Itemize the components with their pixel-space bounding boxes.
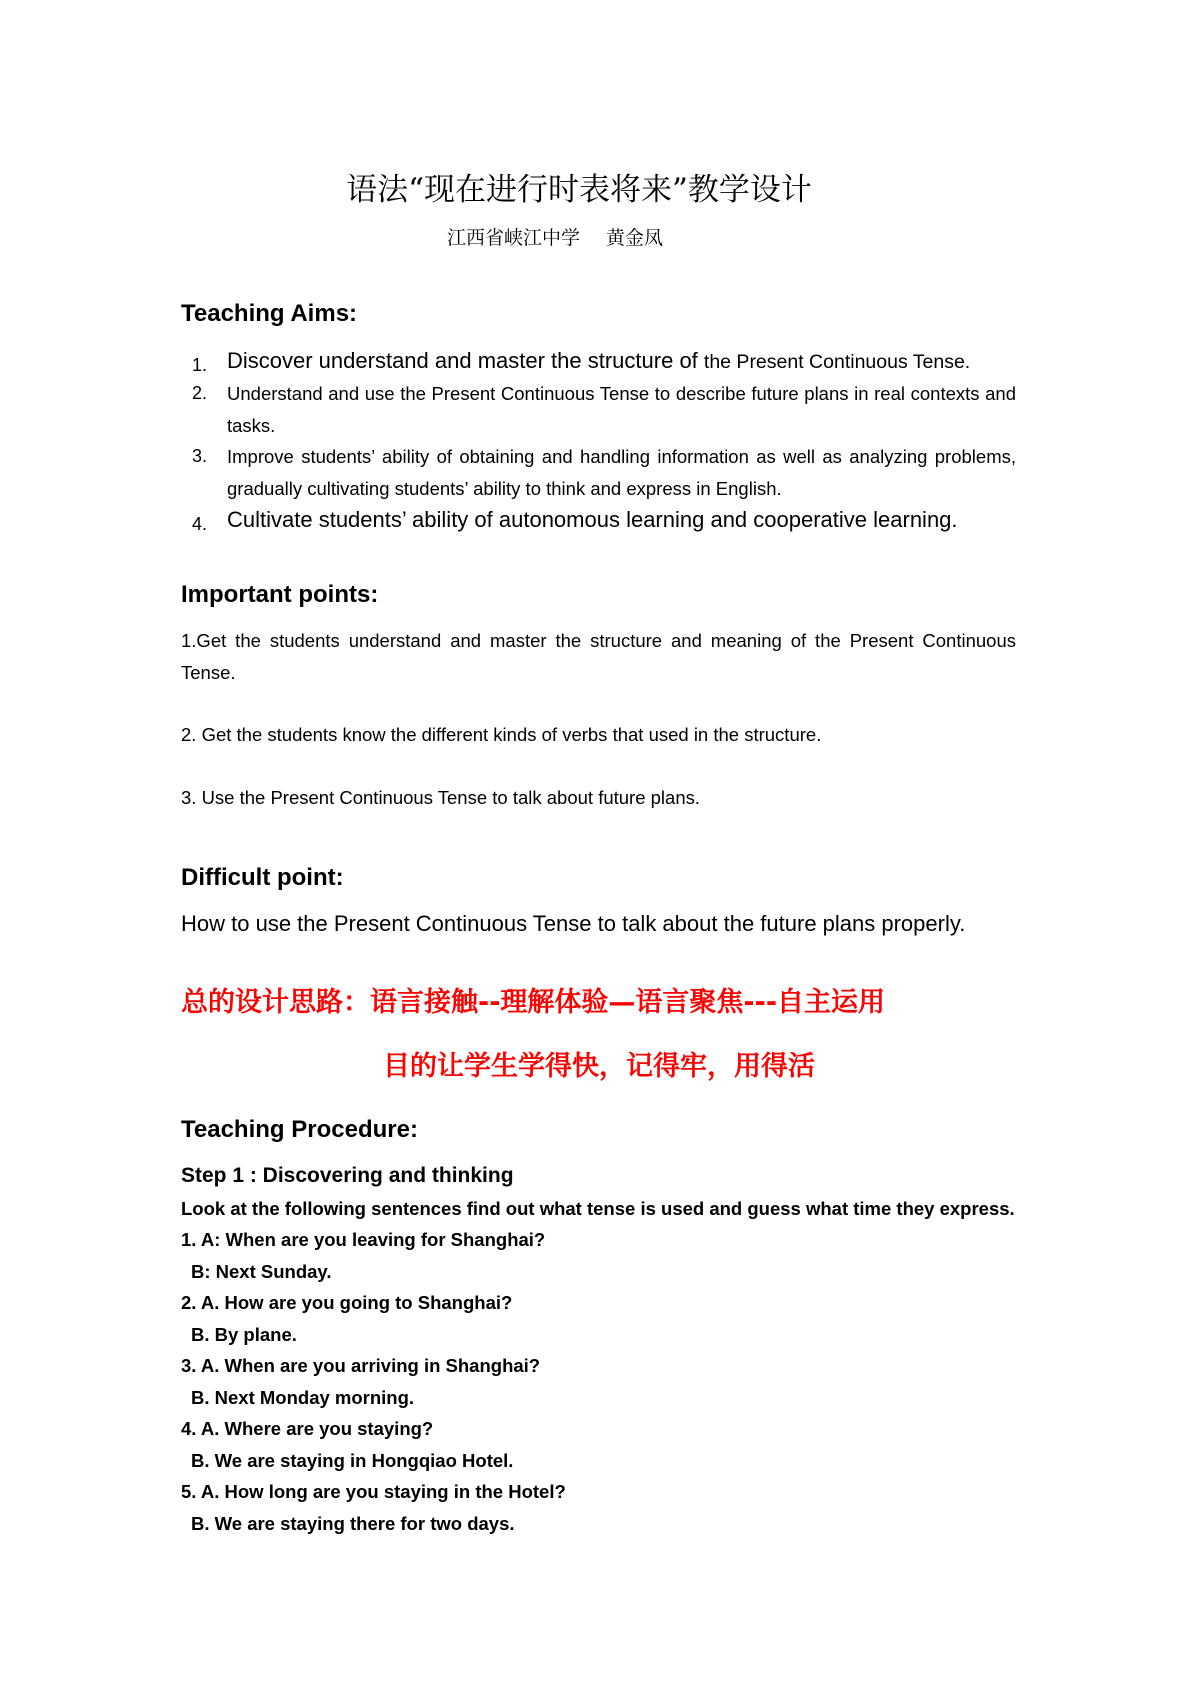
aim-item: 1. Discover understand and master the structure of the Present Continuous Tense.	[192, 348, 971, 375]
difficult-point-heading: Difficult point:	[181, 864, 344, 891]
design-idea-line-1: 总的设计思路：语言接触--理解体验—语言聚焦---自主运用	[181, 987, 886, 1018]
step-1-title: Step 1 : Discovering and thinking	[181, 1164, 514, 1187]
teaching-procedure-heading: Teaching Procedure:	[181, 1116, 418, 1143]
dialog-item: 1. A: When are you leaving for Shanghai? B: Next Sunday.	[181, 1229, 546, 1282]
difficult-point-text: How to use the Present Continuous Tense to talk about the future plans properly.	[181, 911, 966, 936]
aim-item: 3. Improve students’ ability of obtaining and handling information as well as analyzing problems, gradually cultivating students’ ability to think and express in English.	[192, 446, 1016, 499]
important-point-3: 3. Use the Present Continuous Tense to talk about future plans.	[181, 787, 701, 808]
aim-item: 2. Understand and use the Present Continuous Tense to describe future plans in real contexts and tasks.	[192, 383, 1016, 436]
dialog-item: 4. A. Where are you staying? B. We are staying in Hongqiao Hotel.	[181, 1418, 514, 1471]
dialog-item: 5. A. How long are you staying in the Hotel? B. We are staying there for two days.	[181, 1481, 566, 1534]
teaching-aims-heading: Teaching Aims:	[181, 300, 358, 327]
teaching-aims-list	[181, 345, 1016, 536]
aim-item: 4. Cultivate students’ ability of autonomous learning and cooperative learning.	[192, 507, 958, 534]
author-name: 黄金凤	[606, 227, 664, 249]
important-point-2: 2. Get the students know the different kinds of verbs that used in the structure.	[181, 724, 822, 745]
important-points-heading: Important points:	[181, 581, 379, 608]
author-school: 江西省峡江中学	[447, 227, 581, 249]
step-1-instruction: Look at the following sentences find out what tense is used and guess what time they express.	[181, 1198, 1015, 1219]
dialog-item: 2. A. How are you going to Shanghai? B. By plane.	[181, 1292, 513, 1345]
author-line	[447, 224, 663, 252]
dialog-item: 3. A. When are you arriving in Shanghai? B. Next Monday morning.	[181, 1355, 541, 1408]
design-idea-line-2: 目的让学生学得快，记得牢，用得活	[383, 1051, 815, 1082]
document-title: 语法“现在进行时表将来”教学设计	[346, 172, 812, 208]
dialog-list	[181, 1224, 566, 1539]
important-point-1: 1.Get the students understand and master the structure and meaning of the Present Continuous Tense.	[181, 630, 1016, 683]
